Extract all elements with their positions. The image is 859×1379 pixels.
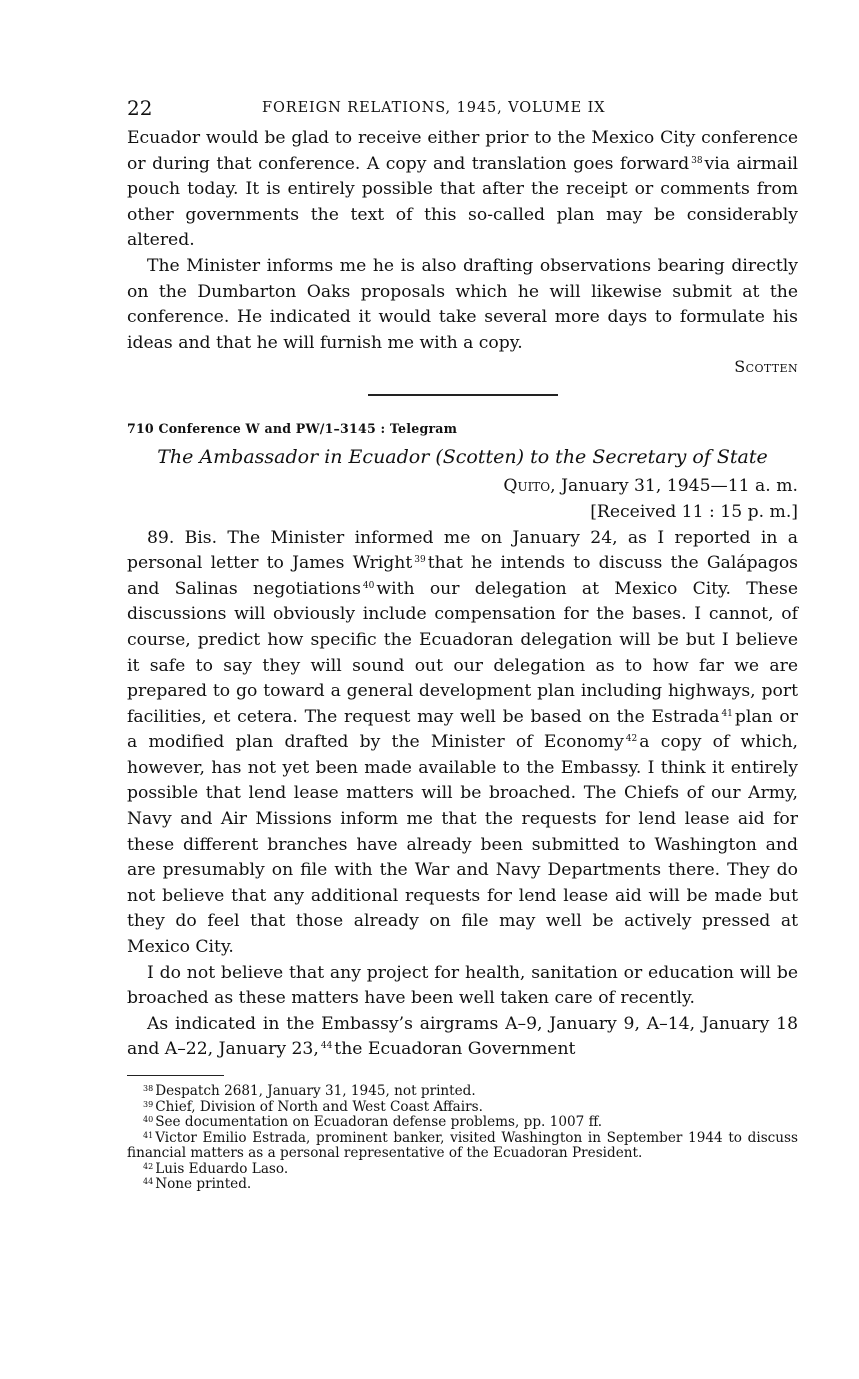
footnote-text: See documentation on Ecuadoran defense problems, pp. 1007 ff.	[155, 1114, 603, 1130]
text-run: the Ecuadoran Government	[334, 1039, 576, 1060]
footnote-text: Victor Emilio Estrada, prominent banker, visited Washington in September 1944 to discuss financial matters as a personal representative of the Ecuadoran President.	[127, 1129, 798, 1161]
footnote-ref: 38	[691, 155, 703, 166]
page-number: 22	[127, 96, 153, 120]
continued-text	[127, 126, 798, 378]
document-page	[127, 96, 798, 1193]
footnote	[127, 1177, 798, 1193]
signature: Scotten	[734, 357, 798, 377]
footnote	[127, 1084, 798, 1100]
footnote-text: Chief, Division of North and West Coast Affairs.	[155, 1098, 483, 1115]
text-run: plan or a modified plan drafted by the Minister of Economy	[127, 706, 798, 753]
footnote	[127, 1115, 798, 1131]
text-run: that he intends to discuss the Galápagos and Salinas negotiations	[127, 553, 798, 599]
dateline	[127, 474, 798, 500]
footnote-ref: 39	[414, 555, 426, 566]
footnote-mark: 39	[143, 1099, 154, 1109]
footnote-rule	[127, 1075, 224, 1076]
footnote	[127, 1162, 798, 1178]
dateline-date: January 31, 1945—11 a. m.	[561, 476, 798, 497]
footnote-mark: 38	[143, 1084, 154, 1093]
paragraph: The Minister informs me he is also drafting observations bearing directly on the Dumbarton Oaks proposals which he will likewise submit at the conference. He indicated it would take several more days to formulate his ideas and that he will furnish me with a copy.	[127, 255, 798, 353]
dateline-place: Quito,	[503, 476, 556, 497]
footnote	[127, 1100, 798, 1116]
text-run: via airmail pouch today. It is entirely possible that after the receipt or comments from other governments the text of this so-called plan may be considerably altered.	[127, 153, 799, 251]
text-run: As indicated in the Embassy’s airgrams A–9, January 9, A–14, January 18 and A–22, January 23,	[127, 1013, 798, 1060]
footnote-text: None printed.	[155, 1176, 252, 1192]
footnote	[127, 1131, 798, 1162]
footnote-mark: 41	[143, 1130, 154, 1140]
footnote-text: Despatch 2681, January 31, 1945, not printed.	[155, 1083, 476, 1099]
footnote-ref: 44	[320, 1041, 333, 1052]
footnote-mark: 40	[143, 1115, 154, 1124]
section-divider	[368, 394, 558, 396]
document-title: The Ambassador in Ecuador (Scotten) to the Secretary of State	[157, 446, 768, 469]
running-title: FOREIGN RELATIONS, 1945, VOLUME IX	[262, 100, 606, 116]
footnote-mark: 42	[143, 1161, 154, 1171]
paragraph: I do not believe that any project for health, sanitation or education will be broached as these matters have been well taken care of recently.	[127, 962, 798, 1009]
footnote-ref: 42	[625, 734, 638, 745]
running-header	[127, 96, 798, 126]
text-run: 89. Bis. The Minister informed me on January 24, as I reported in a personal letter to James Wright	[127, 527, 798, 574]
paragraph	[127, 1012, 798, 1063]
telegram-body	[127, 526, 798, 1063]
received-line: [Received 11 : 15 p. m.]	[590, 501, 798, 522]
paragraph	[127, 126, 798, 254]
footnote-ref: 41	[721, 708, 733, 719]
text-run: a copy of which, however, has not yet been made available to the Embassy. I think it entirely possible that lend lease matters will be broached. The Chiefs of our Army, Navy and Air Missions inform me that the requests for lend lease aid for these different branches have already been submitted to Washington and are presumably on file with the War and Navy Departments there. They do not believe that any additional requests for lend lease aid will be made but they do feel that those already on file may well be actively pressed at Mexico City.	[127, 732, 798, 958]
footnote-mark: 44	[143, 1177, 154, 1186]
paragraph	[127, 526, 798, 961]
text-run: Ecuador would be glad to receive either prior to the Mexico City conference or during that conference. A copy and translation goes forward	[127, 128, 798, 174]
text-run: with our delegation at Mexico City. These discussions will obviously include compensation for the bases. I cannot, of course, predict how specific the Ecuadoran delegation will be but I believe it safe to say they will sound out our delegation as to how far we are prepared to go toward a general development plan including highways, port facilities, et cetera. The request may well be based on the Estrada	[127, 578, 798, 727]
file-reference: 710 Conference W and PW/1–3145 : Telegram	[127, 421, 458, 437]
footnote-text: Luis Eduardo Laso.	[155, 1160, 289, 1177]
footnotes	[127, 1084, 798, 1193]
footnote-ref: 40	[362, 580, 375, 591]
